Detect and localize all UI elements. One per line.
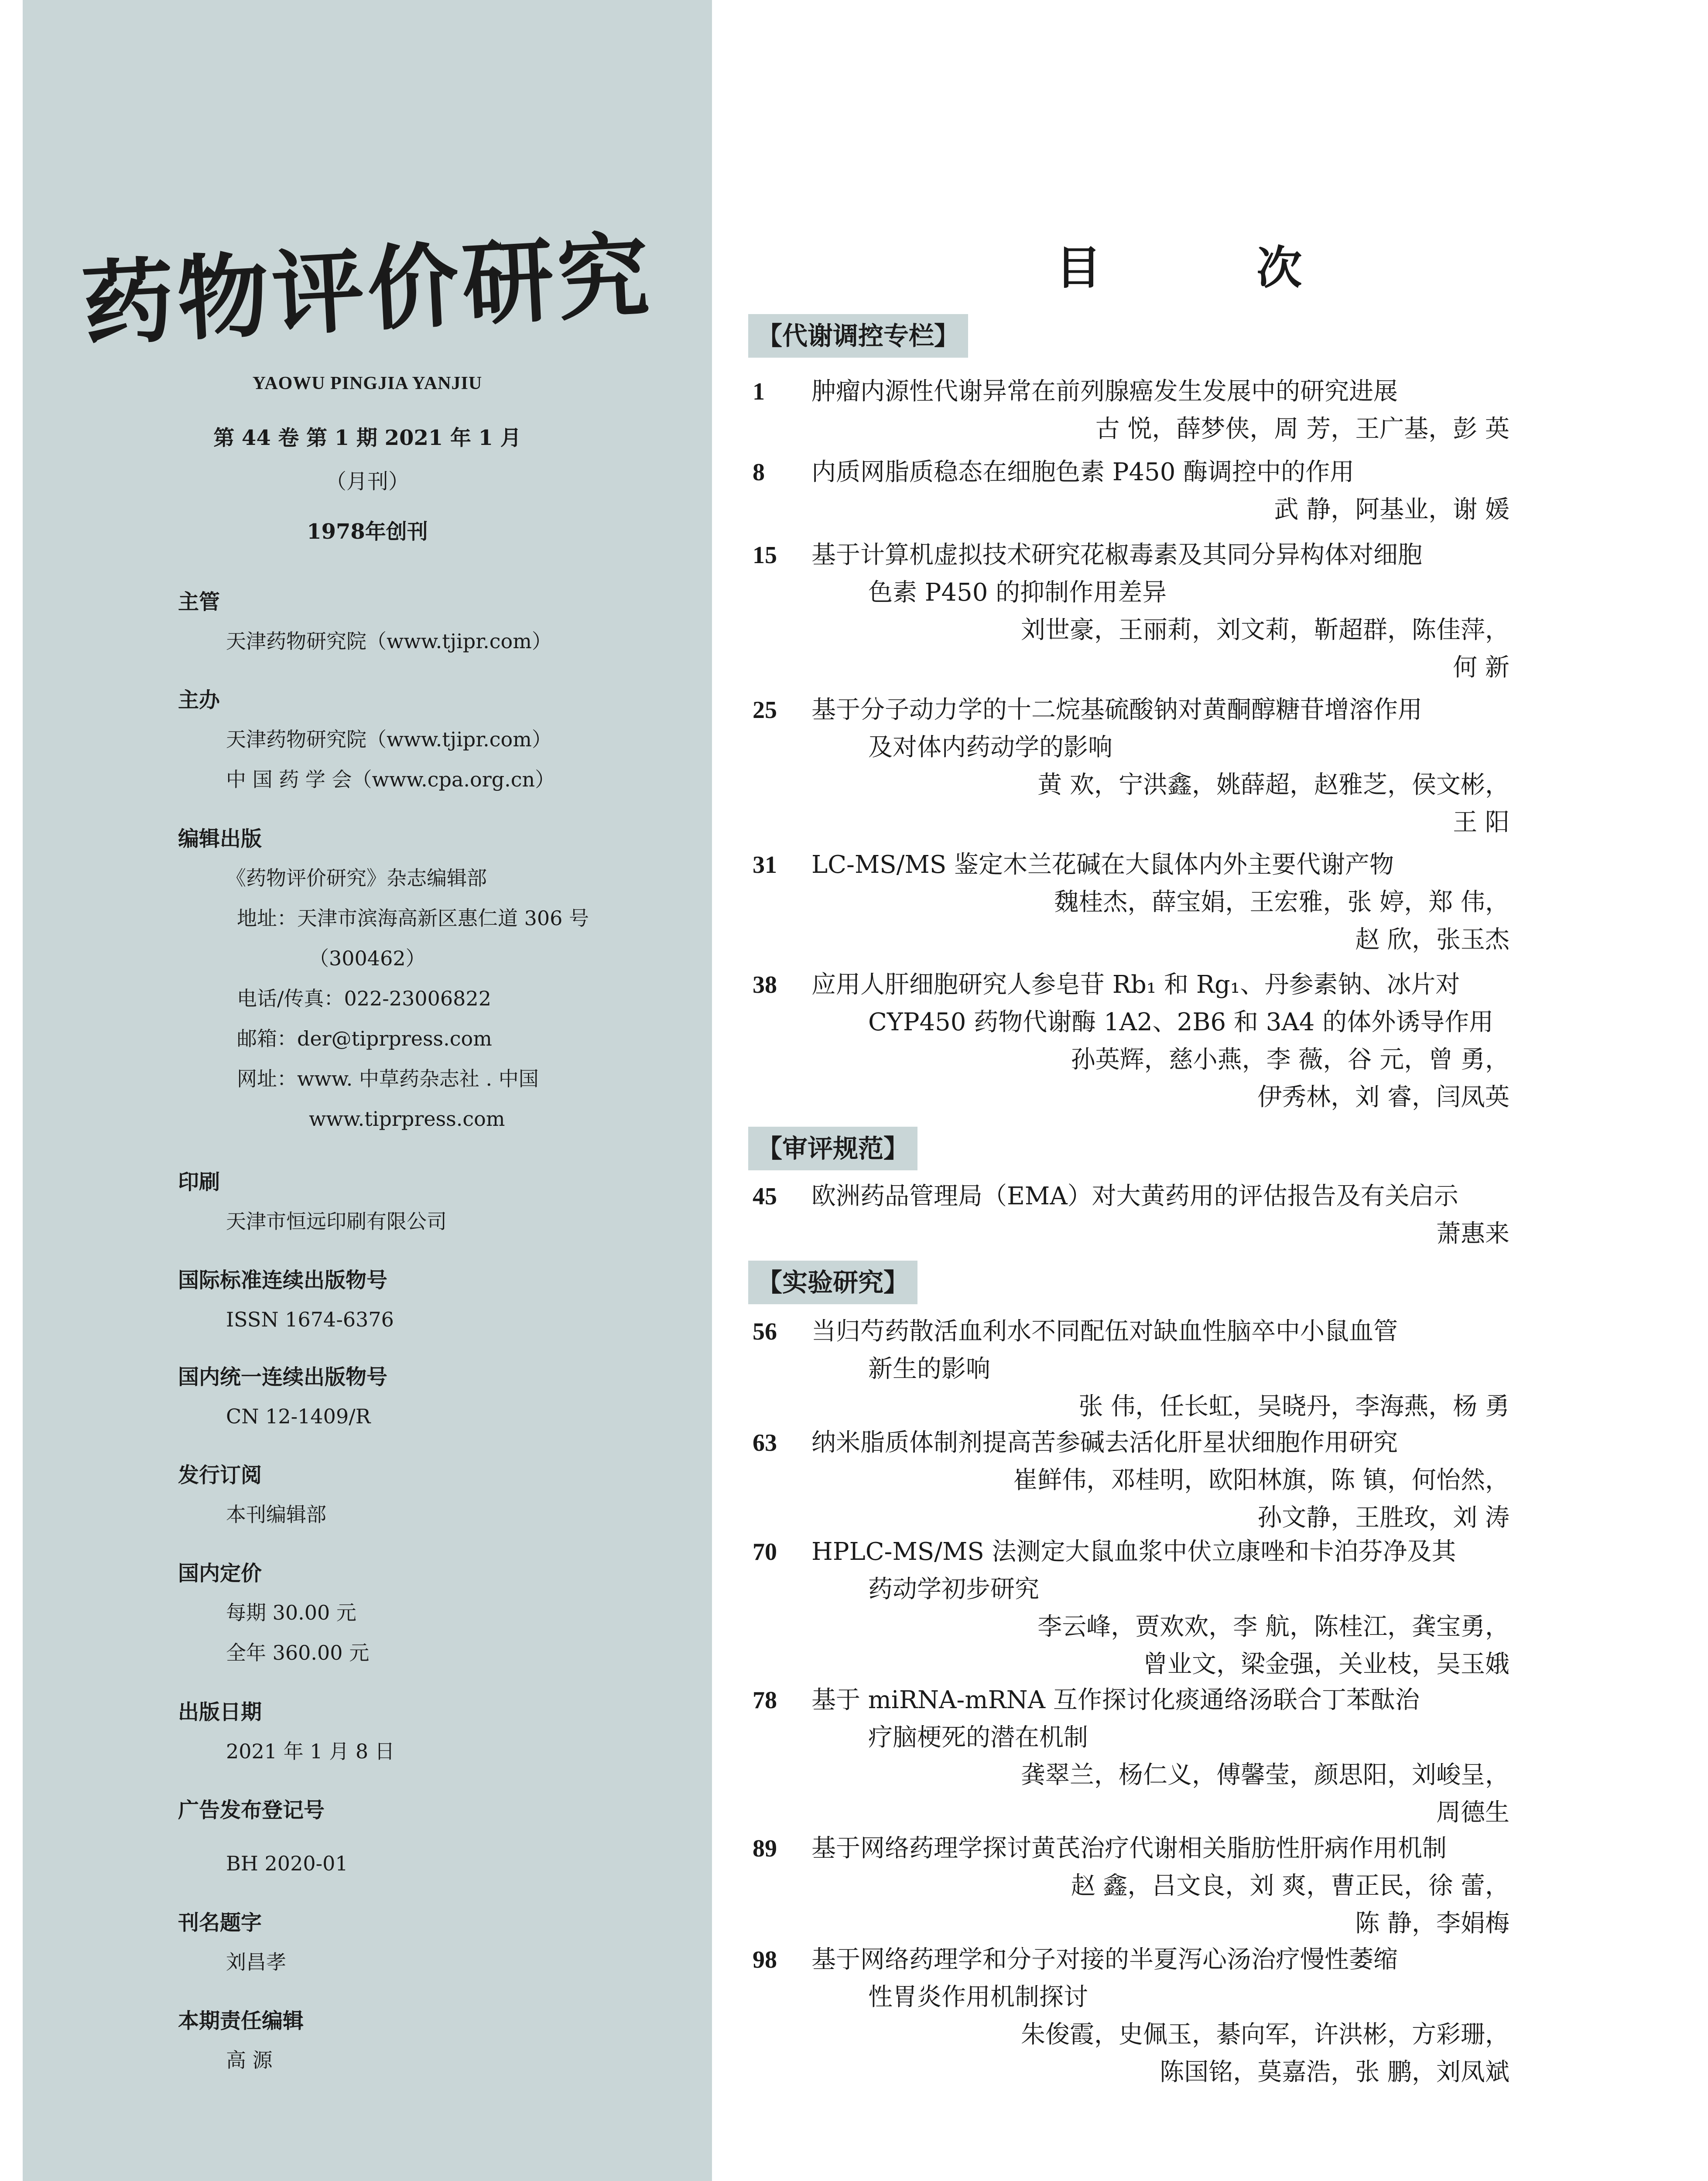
issue-info: 第 44 卷 第 1 期 2021 年 1 月 xyxy=(213,426,521,450)
toc-entry[interactable] xyxy=(748,966,1509,1116)
article-authors: 龚翠兰，杨仁义，傅馨莹，颜思阳，刘峻呈， xyxy=(1021,1761,1509,1789)
masthead-label: 主管 xyxy=(178,590,220,614)
article-title: 应用人肝细胞研究人参皂苷 Rb₁ 和 Rg₁、丹参素钠、冰片对 xyxy=(811,971,1460,999)
article-authors: 魏桂杰，薛宝娟，王宏雅，张 婷，郑 伟， xyxy=(1054,888,1509,916)
masthead-line: 刘昌孝 xyxy=(226,1950,286,1974)
masthead-line: 网址：www. 中草药杂志社 . 中国 xyxy=(237,1067,539,1090)
article-authors: 李云峰，贾欢欢，李 航，陈桂江，龚宝勇， xyxy=(1037,1613,1509,1641)
article-title: 欧洲药品管理局（EMA）对大黄药用的评估报告及有关启示 xyxy=(811,1182,1458,1210)
article-authors: 古 悦，薛梦侠，周 芳，王广基，彭 英 xyxy=(1095,415,1509,443)
journal-logo: 药物评价研究 xyxy=(79,221,655,359)
masthead-line: 天津市恒远印刷有限公司 xyxy=(226,1210,447,1233)
article-title: 肿瘤内源性代谢异常在前列腺癌发生发展中的研究进展 xyxy=(811,377,1398,406)
toc-entry[interactable] xyxy=(748,1941,1509,2091)
article-authors: 武 静，阿基业，谢 媛 xyxy=(1274,496,1509,524)
journal-pinyin: YAOWU PINGJIA YANJIU xyxy=(252,373,483,393)
page-number: 56 xyxy=(753,1318,777,1345)
article-title: LC-MS/MS 鉴定木兰花碱在大鼠体内外主要代谢产物 xyxy=(811,851,1394,879)
masthead-bianji xyxy=(178,826,684,1139)
toc-entry[interactable] xyxy=(748,454,1509,529)
masthead-line: 全年 360.00 元 xyxy=(226,1641,370,1665)
masthead-line: ISSN 1674-6376 xyxy=(226,1308,394,1331)
page-number: 15 xyxy=(753,542,777,569)
article-title: 纳米脂质体制剂提高苦参碱去活化肝星状细胞作用研究 xyxy=(811,1429,1398,1457)
toc-entry[interactable] xyxy=(748,537,1509,687)
article-authors: 陈国铭，莫嘉浩，张 鹏，刘凤斌 xyxy=(1160,2058,1509,2086)
section-header: 【实验研究】 xyxy=(748,1261,917,1304)
article-title: 疗脑梗死的潜在机制 xyxy=(868,1723,1088,1752)
masthead-line: 每期 30.00 元 xyxy=(226,1601,356,1624)
toc-entry[interactable] xyxy=(748,373,1509,448)
article-authors: 赵 欣，张玉杰 xyxy=(1355,926,1509,954)
page-number: 63 xyxy=(753,1429,777,1456)
article-authors: 周德生 xyxy=(1436,1798,1509,1827)
masthead-label: 国内定价 xyxy=(178,1561,262,1586)
page-number: 31 xyxy=(753,851,777,879)
article-authors: 崔鲜伟，邓桂明，欧阳林旗，陈 镇，何怡然， xyxy=(1013,1466,1509,1494)
masthead-label: 发行订阅 xyxy=(178,1463,262,1487)
article-authors: 曾业文，梁金强，关业枝，吴玉娥 xyxy=(1143,1650,1509,1678)
page-number: 25 xyxy=(753,697,777,724)
masthead-line: 高 源 xyxy=(226,2048,273,2072)
masthead-line: 2021 年 1 月 8 日 xyxy=(226,1740,395,1763)
article-title: 及对体内药动学的影响 xyxy=(868,733,1112,762)
masthead-label: 主办 xyxy=(178,688,220,712)
page-number: 45 xyxy=(753,1183,777,1210)
masthead-line: 邮箱：der@tiprpress.com xyxy=(237,1027,492,1050)
article-title: 基于 miRNA-mRNA 互作探讨化痰通络汤联合丁苯酞治 xyxy=(811,1686,1420,1714)
article-authors: 孙文静，王胜玫，刘 涛 xyxy=(1257,1504,1509,1532)
masthead-timing xyxy=(178,1910,684,1982)
masthead-line: 本刊编辑部 xyxy=(226,1503,326,1526)
masthead-line: 地址：天津市滨海高新区惠仁道 306 号 xyxy=(237,906,589,930)
masthead-label: 本期责任编辑 xyxy=(178,2009,304,2033)
masthead-yinshua xyxy=(178,1169,684,1241)
masthead-line: 《药物评价研究》杂志编辑部 xyxy=(226,866,487,890)
article-authors: 刘世豪，王丽莉，刘文莉，靳超群，陈佳萍， xyxy=(1021,616,1509,644)
article-title: HPLC-MS/MS 法测定大鼠血浆中伏立康唑和卡泊芬净及其 xyxy=(811,1538,1456,1566)
masthead-line: 电话/传真：022-23006822 xyxy=(237,987,491,1010)
masthead-editor xyxy=(178,2008,684,2080)
masthead-line: 天津药物研究院（www.tjipr.com） xyxy=(226,629,552,653)
toc-entry[interactable] xyxy=(748,1424,1509,1537)
page-number: 78 xyxy=(753,1687,777,1714)
masthead-label: 编辑出版 xyxy=(178,827,262,851)
masthead-label: 国内统一连续出版物号 xyxy=(178,1365,388,1389)
masthead-line: CN 12-1409/R xyxy=(226,1405,371,1428)
masthead-cn xyxy=(178,1364,684,1436)
founded-year: 1978年创刊 xyxy=(307,520,428,544)
article-authors: 萧惠来 xyxy=(1436,1220,1509,1248)
page-number: 1 xyxy=(753,378,765,405)
article-title: CYP450 药物代谢酶 1A2、2B6 和 3A4 的体外诱导作用 xyxy=(868,1008,1494,1036)
toc-entry[interactable] xyxy=(748,1178,1509,1253)
article-title: 当归芍药散活血利水不同配伍对缺血性脑卒中小鼠血管 xyxy=(811,1317,1398,1346)
toc-entry[interactable] xyxy=(748,1313,1509,1426)
article-title: 基于网络药理学和分子对接的半夏泻心汤治疗慢性萎缩 xyxy=(811,1945,1398,1974)
toc-entry[interactable] xyxy=(748,1682,1509,1832)
article-authors: 伊秀林，刘 睿，闫凤英 xyxy=(1257,1083,1509,1111)
masthead-price xyxy=(178,1560,684,1673)
masthead-ad xyxy=(178,1797,684,1884)
masthead-line: www.tiprpress.com xyxy=(309,1107,505,1131)
masthead-label: 出版日期 xyxy=(178,1700,262,1724)
toc-title: 目 次 xyxy=(1056,241,1372,294)
article-authors: 赵 鑫，吕文良，刘 爽，曹正民，徐 蕾， xyxy=(1071,1872,1509,1900)
masthead-label: 广告发布登记号 xyxy=(178,1798,325,1822)
article-title: 新生的影响 xyxy=(868,1355,990,1383)
article-authors: 黄 欢，宁洪鑫，姚薛超，赵雅芝，侯文彬， xyxy=(1037,771,1509,799)
article-title: 药动学初步研究 xyxy=(868,1575,1039,1603)
article-authors: 朱俊霞，史佩玉，綦向军，许洪彬，方彩珊， xyxy=(1021,2020,1509,2049)
masthead-faxing xyxy=(178,1462,684,1535)
masthead-label: 国际标准连续出版物号 xyxy=(178,1268,388,1292)
article-title: 性胃炎作用机制探讨 xyxy=(868,1983,1088,2011)
page-number: 98 xyxy=(753,1946,777,1973)
article-authors: 张 伟，任长虹，吴晓丹，李海燕，杨 勇 xyxy=(1078,1392,1509,1421)
toc-entry[interactable] xyxy=(748,1533,1509,1683)
article-title: 色素 P450 的抑制作用差异 xyxy=(868,578,1167,607)
article-title: 内质网脂质稳态在细胞色素 P450 酶调控中的作用 xyxy=(811,458,1355,486)
page-number: 38 xyxy=(753,971,777,998)
masthead-issn xyxy=(178,1267,684,1340)
page-number: 8 xyxy=(753,459,765,486)
section-header: 【审评规范】 xyxy=(748,1127,917,1170)
masthead-zhuguan xyxy=(178,589,684,661)
toc-entry[interactable] xyxy=(748,846,1509,959)
toc-entry[interactable] xyxy=(748,1830,1509,1942)
masthead-label: 刊名题字 xyxy=(178,1911,262,1935)
article-title: 基于计算机虚拟技术研究花椒毒素及其同分异构体对细胞 xyxy=(811,541,1422,569)
article-title: 基于分子动力学的十二烷基硫酸钠对黄酮醇糖苷增溶作用 xyxy=(811,696,1422,724)
toc-entry[interactable] xyxy=(748,691,1509,841)
masthead-line: 中 国 药 学 会（www.cpa.org.cn） xyxy=(226,768,555,791)
article-authors: 孙英辉，慈小燕，李 薇，谷 元，曾 勇， xyxy=(1071,1046,1509,1074)
frequency: （月刊） xyxy=(325,469,409,494)
masthead-zhuban xyxy=(178,687,684,800)
masthead-line: 天津药物研究院（www.tjipr.com） xyxy=(226,728,552,751)
section-header: 【代谢调控专栏】 xyxy=(748,314,968,358)
page-number: 89 xyxy=(753,1835,777,1862)
article-title: 基于网络药理学探讨黄芪治疗代谢相关脂肪性肝病作用机制 xyxy=(811,1834,1447,1863)
masthead-line: BH 2020-01 xyxy=(226,1852,348,1875)
article-authors: 陈 静，李娟梅 xyxy=(1355,1909,1509,1938)
article-authors: 何 新 xyxy=(1453,653,1509,682)
masthead-line: （300462） xyxy=(309,947,426,970)
page-number: 70 xyxy=(753,1538,777,1566)
masthead-date xyxy=(178,1699,684,1771)
article-authors: 王 阳 xyxy=(1453,808,1509,837)
masthead-label: 印刷 xyxy=(178,1170,220,1194)
